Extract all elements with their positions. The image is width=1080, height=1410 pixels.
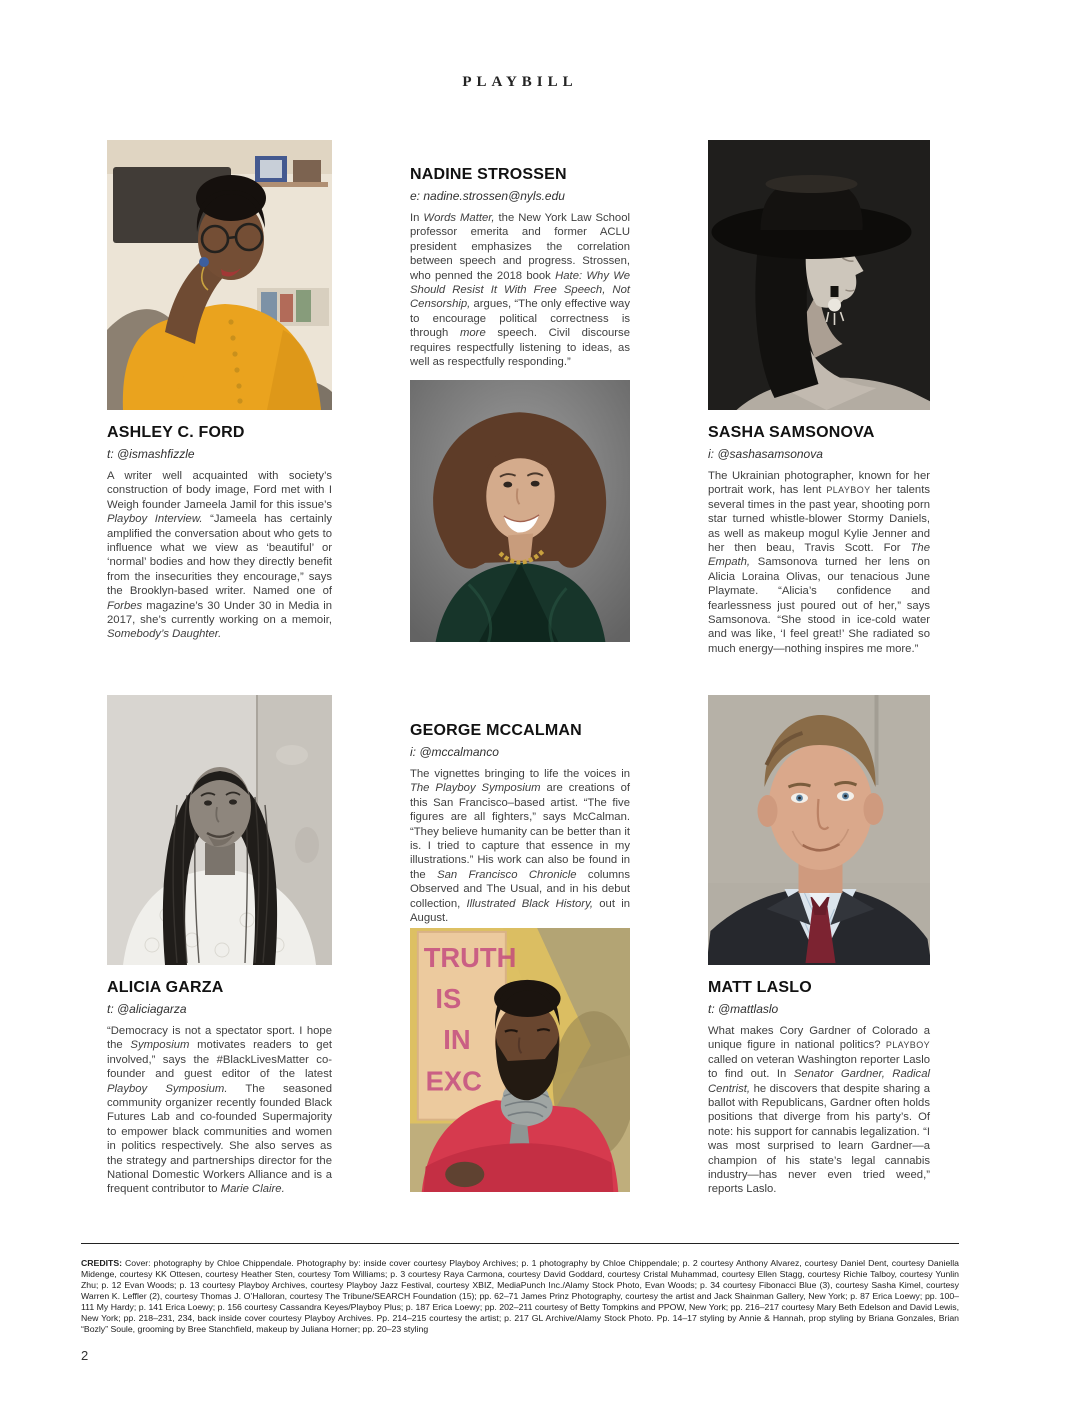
contributor-nadine-strossen [410, 166, 630, 369]
contributor-name: MATT LASLO [708, 979, 812, 996]
contributor-handle: t: @aliciagarza [107, 1002, 187, 1016]
photo-alicia-garza [107, 695, 332, 965]
contributor-bio: A writer well acquainted with society’s construction of body image, Ford met with I Weigh founder Jameela Jamil for this issue’s Playboy Interview. “Jameela has certainly amplified the conversation about who gets to influence what we view as ‘beautiful’ or ‘normal’ bodies and how they directly benefit from the insecurities they encourage,” says the Brooklyn-based writer. Named one of Forbes magazine’s 30 Under 30 in Media in 2017, she’s currently working on a memoir, Somebody’s Daughter. [107, 470, 332, 641]
contributor-bio: What makes Cory Gardner of Colorado a unique figure in national politics? PLAYBOY called on veteran Washington reporter Laslo to find out. In Senator Gardner, Radical Centrist, he discovers that despite sharing a ballot with Republicans, Gardner often holds positions that diverge from his party’s. Of note: his support for cannabis legalization. “I was most surprised to learn Gardner—a champion of his state’s legal cannabis industry—has never even tried weed,” reports Laslo. [708, 1025, 930, 1196]
section-masthead: PLAYBILL [462, 74, 578, 90]
contributor-name: GEORGE MCCALMAN [410, 722, 582, 739]
contributor-handle: e: nadine.strossen@nyls.edu [410, 189, 565, 203]
credits-divider [81, 1243, 959, 1244]
contributor-handle: i: @sashasamsonova [708, 447, 823, 461]
contributor-matt-laslo [708, 979, 930, 1197]
portrait-illustration [410, 380, 630, 642]
photo-george-mccalman [410, 928, 630, 1192]
photo-sasha-samsonova [708, 140, 930, 410]
photo-ashley-c-ford [107, 140, 332, 410]
credits-text: CREDITS: Cover: photography by Chloe Chippendale. Photography by: inside cover courtesy Playboy Archives; p. 1 photography by Chloe Chippendale; p. 2 courtesy Anthony Alvarez, courtesy Daniel Dent, courtesy Daniella Midenge, courtesy KK Ottesen, courtesy Heather Sten, courtesy Tom Williams; p. 3 courtesy Raya Carmona, courtesy David Goddard, courtesy Cristal Muhammad, courtesy Ellen Stagg, courtesy Richie Talboy, courtesy Yunlin Zhu; p. 12 Evan Woods; p. 13 courtesy Playboy Archives, courtesy Playboy Jazz Festival, courtesy XBIZ, MediaPunch Inc./Alamy Stock Photo, Evan Woods; p. 34 courtesy Fibonacci Blue (3), courtesy Sasha Kimel, courtesy Warren K. Leffler (2), courtesy Thomas J. O’Halloran, courtesy The Tribune/SEARCH Foundation (15); pp. 62–71 James Prinz Photography, courtesy the artist and Jack Shainman Gallery, New York; p. 87 Erica Loewy; pp. 100–111 My Hardy; p. 141 Erica Loewy; p. 156 courtesy Cassandra Keyes/Playboy Plus; p. 187 Erica Loewy; pp. 202–211 courtesy of Betty Tompkins and PPOW, New York; pp. 216–217 courtesy Mary Beth Edelson and David Lewis, New York; pp. 218–231, 234, back inside cover courtesy Playboy Archives. Pp. 214–215 courtesy the artist; p. 217 GL Archive/Alamy Stock Photo. Pp. 14–17 styling by Annie & Hannah, prop styling by Briana Gonzales, Brian “Bozly” Soule, grooming by Bree Stanchfield, makeup by Juliana Horner; pp. 20–23 styling [81, 1257, 959, 1334]
portrait-illustration [708, 140, 930, 410]
contributor-name: NADINE STROSSEN [410, 166, 567, 183]
portrait-illustration [107, 695, 332, 965]
contributor-name: ALICIA GARZA [107, 979, 224, 996]
poster-text-line: IN [443, 1024, 471, 1056]
portrait-illustration [107, 140, 332, 410]
portrait-illustration [708, 695, 930, 965]
poster-text-line: IS [435, 983, 462, 1015]
contributor-handle: t: @mattlaslo [708, 1002, 779, 1016]
contributor-bio: “Democracy is not a spectator sport. I hope the Symposium motivates readers to get involved,” says the #BlackLivesMatter co-founder and guest editor of the latest Playboy Symposium. The seasoned community organizer recently founded Black Futures Lab and co-founded Supermajority to empower black communities and women in politics respectively. She also serves as the strategy and partnerships director for the National Domestic Workers Alliance and is a frequent contributor to Marie Claire. [107, 1025, 332, 1196]
contributor-george-mccalman [410, 722, 630, 925]
contributor-bio: The Ukrainian photographer, known for her portrait work, has lent PLAYBOY her talents several times in the past year, shooting porn star turned whistle-blower Stormy Daniels, as well as makeup mogul Kylie Jenner and her then beau, Travis Scott. For The Empath, Samsonova turned her lens on Alicia Loraina Olivas, our tenacious June Playmate. “Alicia’s confidence and fearlessness just poured out of her,” says Samsonova. “She stood in ice-cold water and was like, ‘I feel great!’ She radiated so much energy—nothing inspires me more.” [708, 470, 930, 655]
contributor-name: SASHA SAMSONOVA [708, 424, 875, 441]
contributor-ashley-c-ford [107, 424, 332, 642]
contributor-handle: i: @mccalmanco [410, 745, 499, 759]
contributor-sasha-samsonova [708, 424, 930, 656]
poster-text-line: TRUTH [423, 942, 517, 974]
portrait-illustration [410, 928, 630, 1192]
contributor-bio: In Words Matter, the New York Law School professor emerita and former ACLU president emphasizes the correlation between speech and progress. Strossen, who penned the 2018 book Hate: Why We Should Resist It With Free Speech, Not Censorship, argues, “The only effective way to encourage political correctness is through more speech. Civil discourse requires respectfully listening to ideas, as well as respectfully responding.” [410, 212, 631, 369]
page-number: 2 [81, 1348, 89, 1363]
contributor-alicia-garza [107, 979, 332, 1197]
photo-matt-laslo [708, 695, 930, 965]
poster-text-line: EXC [425, 1065, 482, 1097]
contributor-name: ASHLEY C. FORD [107, 424, 245, 441]
photo-nadine-strossen [410, 380, 630, 642]
contributor-bio: The vignettes bringing to life the voices in The Playboy Symposium are creations of this San Francisco–based artist. “The five figures are all fighters,” says McCalman. “They believe humanity can be better than it is. I tried to capture that essence in my illustrations.” His work can also be found in the San Francisco Chronicle columns Observed and The Usual, and in his debut collection, Illustrated Black History, out in August. [410, 768, 631, 925]
contributor-handle: t: @ismashfizzle [107, 447, 195, 461]
